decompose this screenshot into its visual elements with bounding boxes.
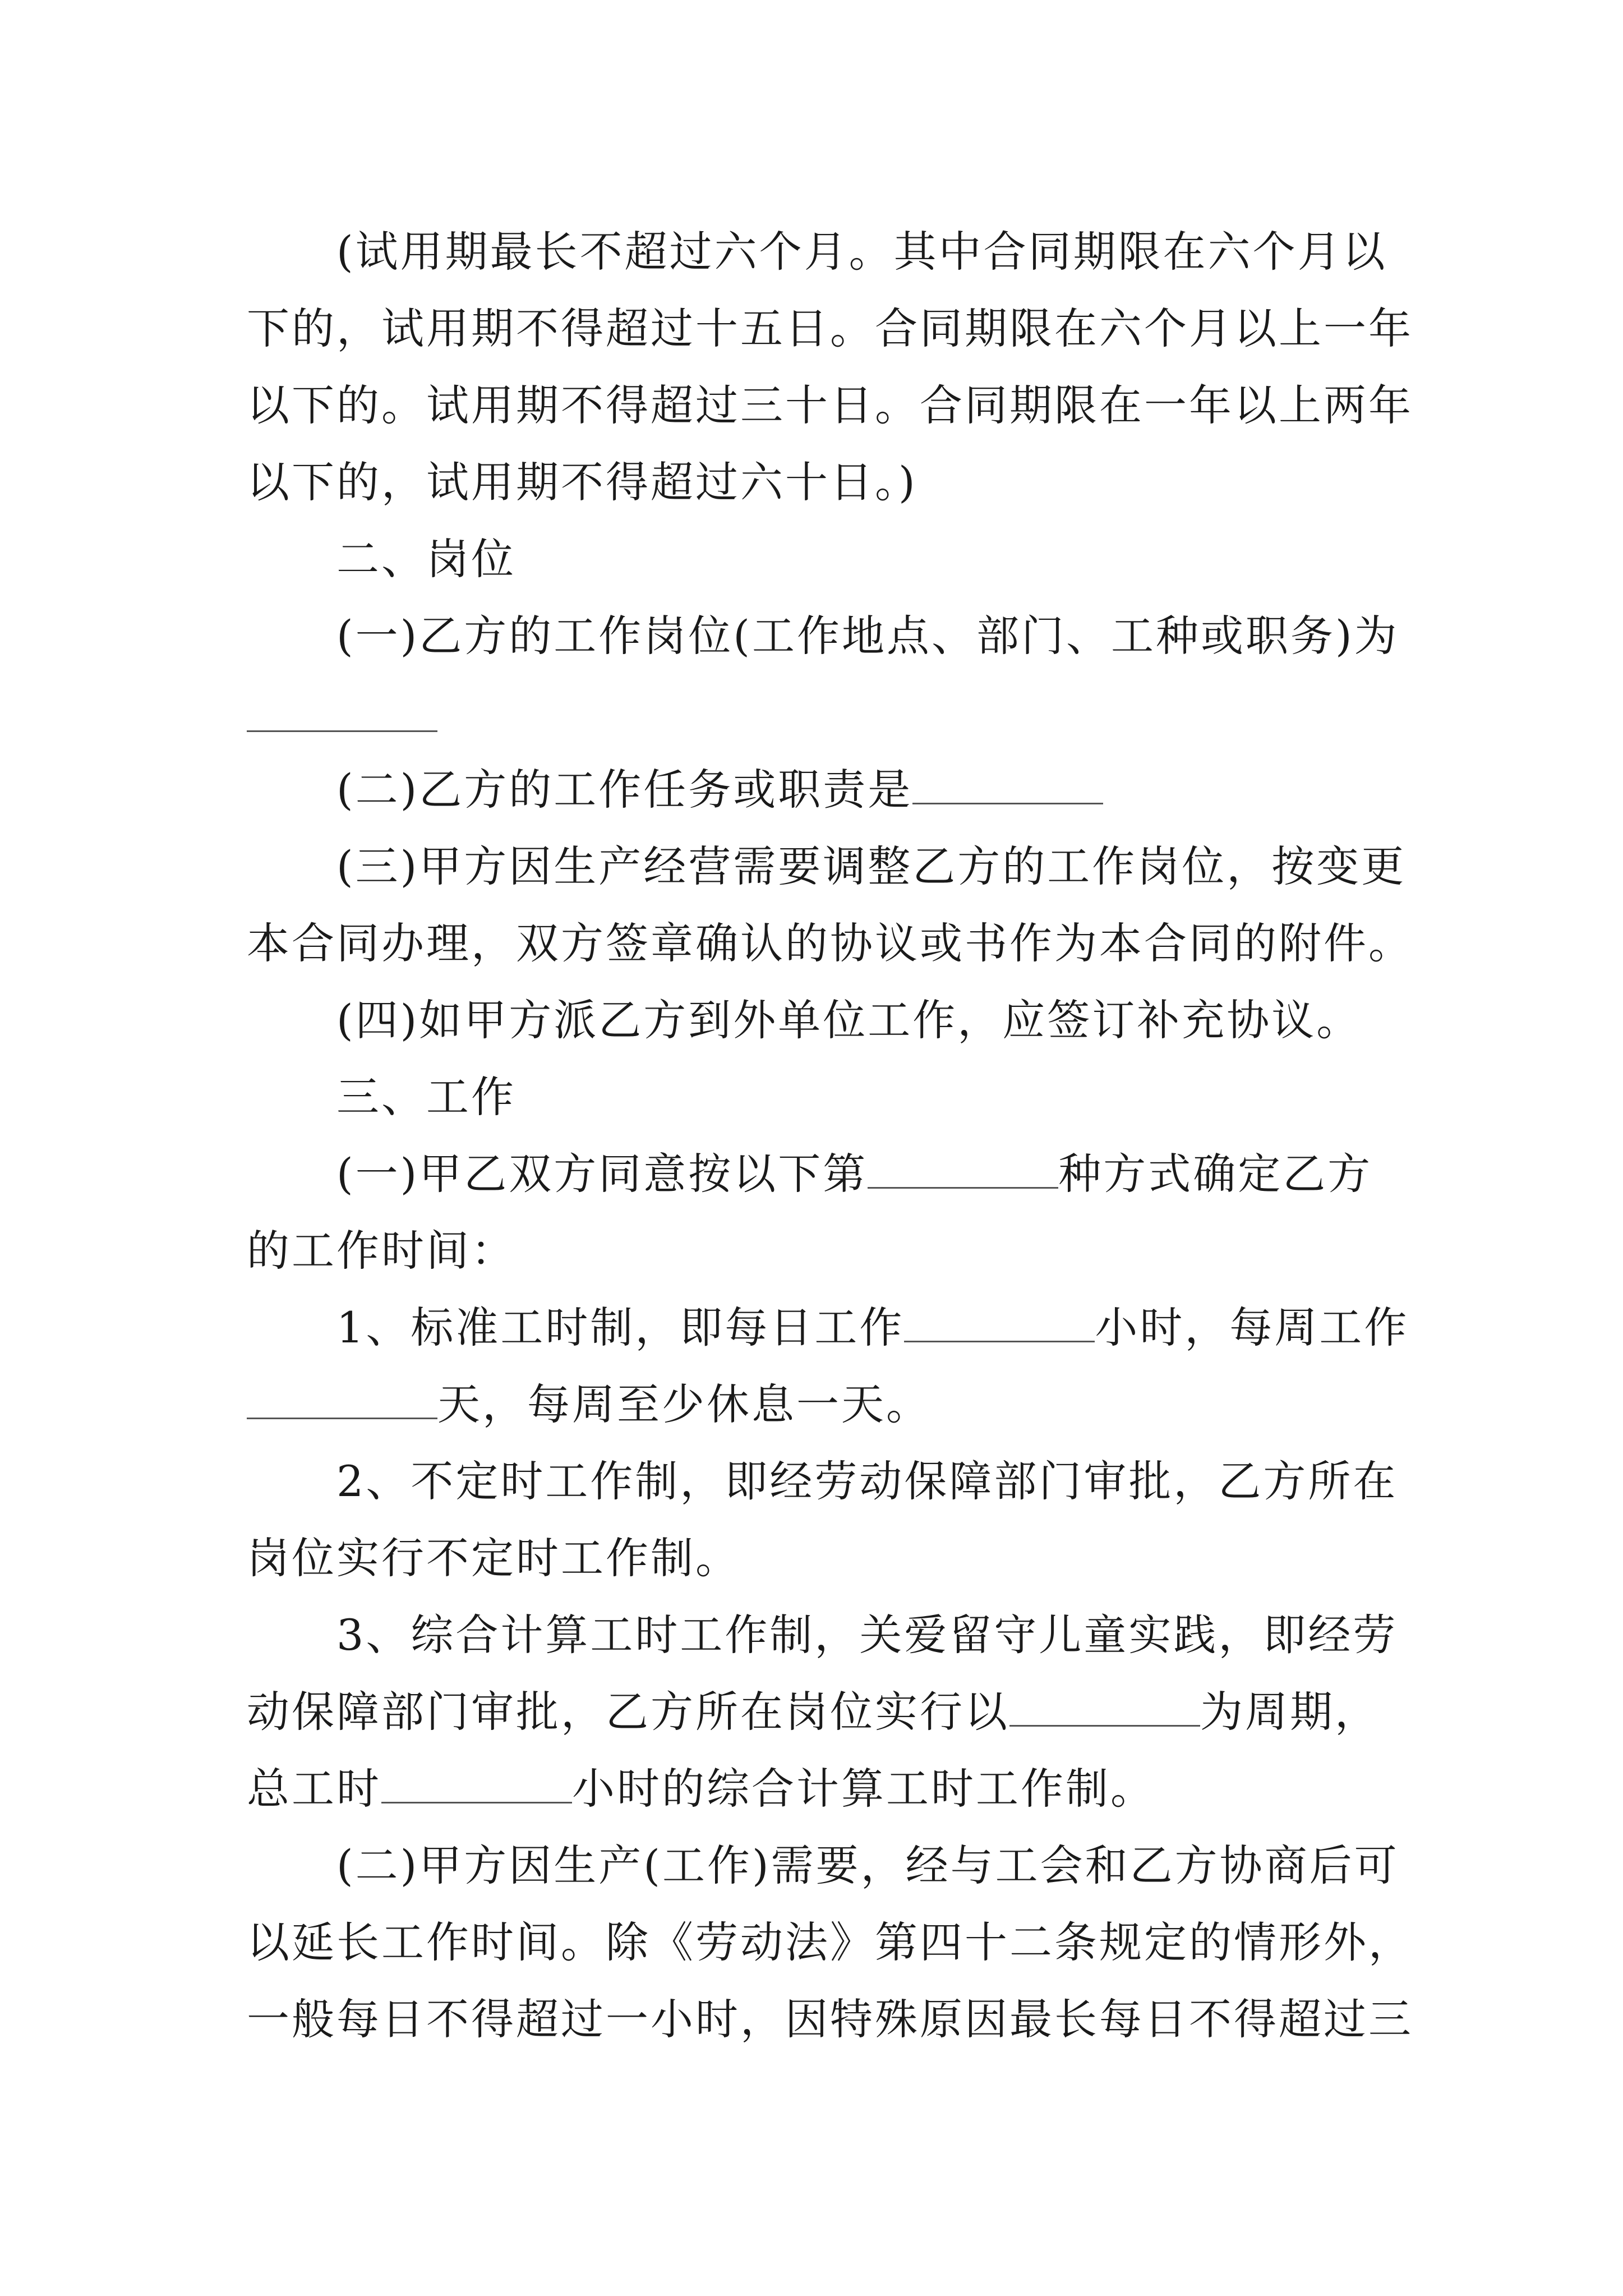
line-text: (二)乙方的工作任务或职责是 [336,765,913,815]
paragraph-line [247,1366,1385,1443]
fill-blank-line [247,674,1385,751]
paragraph-line: (四)如甲方派乙方到外单位工作，应签订补充协议。 [336,995,1362,1045]
fill-blank [1009,1686,1200,1727]
line-text: 小时，每周工作 [1095,1303,1409,1352]
section-heading-position: 二、岗位 [336,534,516,584]
line-text: 种方式确定乙方 [1058,1149,1373,1199]
paragraph-line: (试用期最长不超过六个月。其中合同期限在六个月以 [336,227,1387,277]
paragraph-line [247,1289,1409,1366]
line-text: (一)甲乙双方同意按以下第 [336,1149,868,1199]
paragraph-line [247,751,1385,828]
line-text: 为周期， [1200,1687,1380,1737]
paragraph-line: (二)甲方因生产(工作)需要，经与工会和乙方协商后可 [336,1841,1399,1890]
fill-blank [912,763,1103,804]
contract-text [247,213,1413,2058]
fill-blank [381,1763,572,1803]
paragraph-line [247,1673,1385,1750]
section-heading-work: 三、工作 [336,1072,516,1122]
fill-blank [247,674,437,732]
line-text: 天，每周至少休息一天。 [437,1379,931,1429]
paragraph-line: 本合同办理，双方签章确认的协议或书作为本合同的附件。 [247,918,1413,968]
fill-blank [868,1148,1058,1189]
paragraph-line [247,1135,1385,1212]
paragraph-line: 岗位实行不定时工作制。 [247,1533,740,1583]
fill-blank [904,1301,1095,1342]
paragraph-line: (一)乙方的工作岗位(工作地点、部门、工种或职务)为 [336,611,1399,661]
paragraph-line: 3、综合计算工时工作制，关爱留守儿童实践，即经劳 [336,1610,1398,1660]
paragraph-line: 2、不定时工作制，即经劳动保障部门审批，乙方所在 [336,1456,1398,1506]
line-text: 1、标准工时制，即每日工作 [336,1303,905,1352]
paragraph-line: 一般每日不得超过一小时，因特殊原因最长每日不得超过三 [247,1994,1413,2044]
paragraph-line: (三)甲方因生产经营需要调整乙方的工作岗位，按变更 [336,841,1407,891]
line-text: 小时的综合计算工时工作制。 [572,1764,1155,1814]
paragraph-line: 以延长工作时间。除《劳动法》第四十二条规定的情形外， [247,1917,1413,1967]
paragraph-line [247,1750,1385,1827]
paragraph-line: 下的，试用期不得超过十五日。合同期限在六个月以上一年 [247,303,1413,353]
line-text: 动保障部门审批，乙方所在岗位实行以 [247,1687,1009,1737]
paragraph-line: 以下的，试用期不得超过六十日。) [247,457,917,507]
fill-blank [247,1378,437,1419]
paragraph-line: 的工作时间： [247,1226,516,1276]
paragraph-line: 以下的。试用期不得超过三十日。合同期限在一年以上两年 [247,380,1413,430]
line-text: 总工时 [247,1764,381,1814]
